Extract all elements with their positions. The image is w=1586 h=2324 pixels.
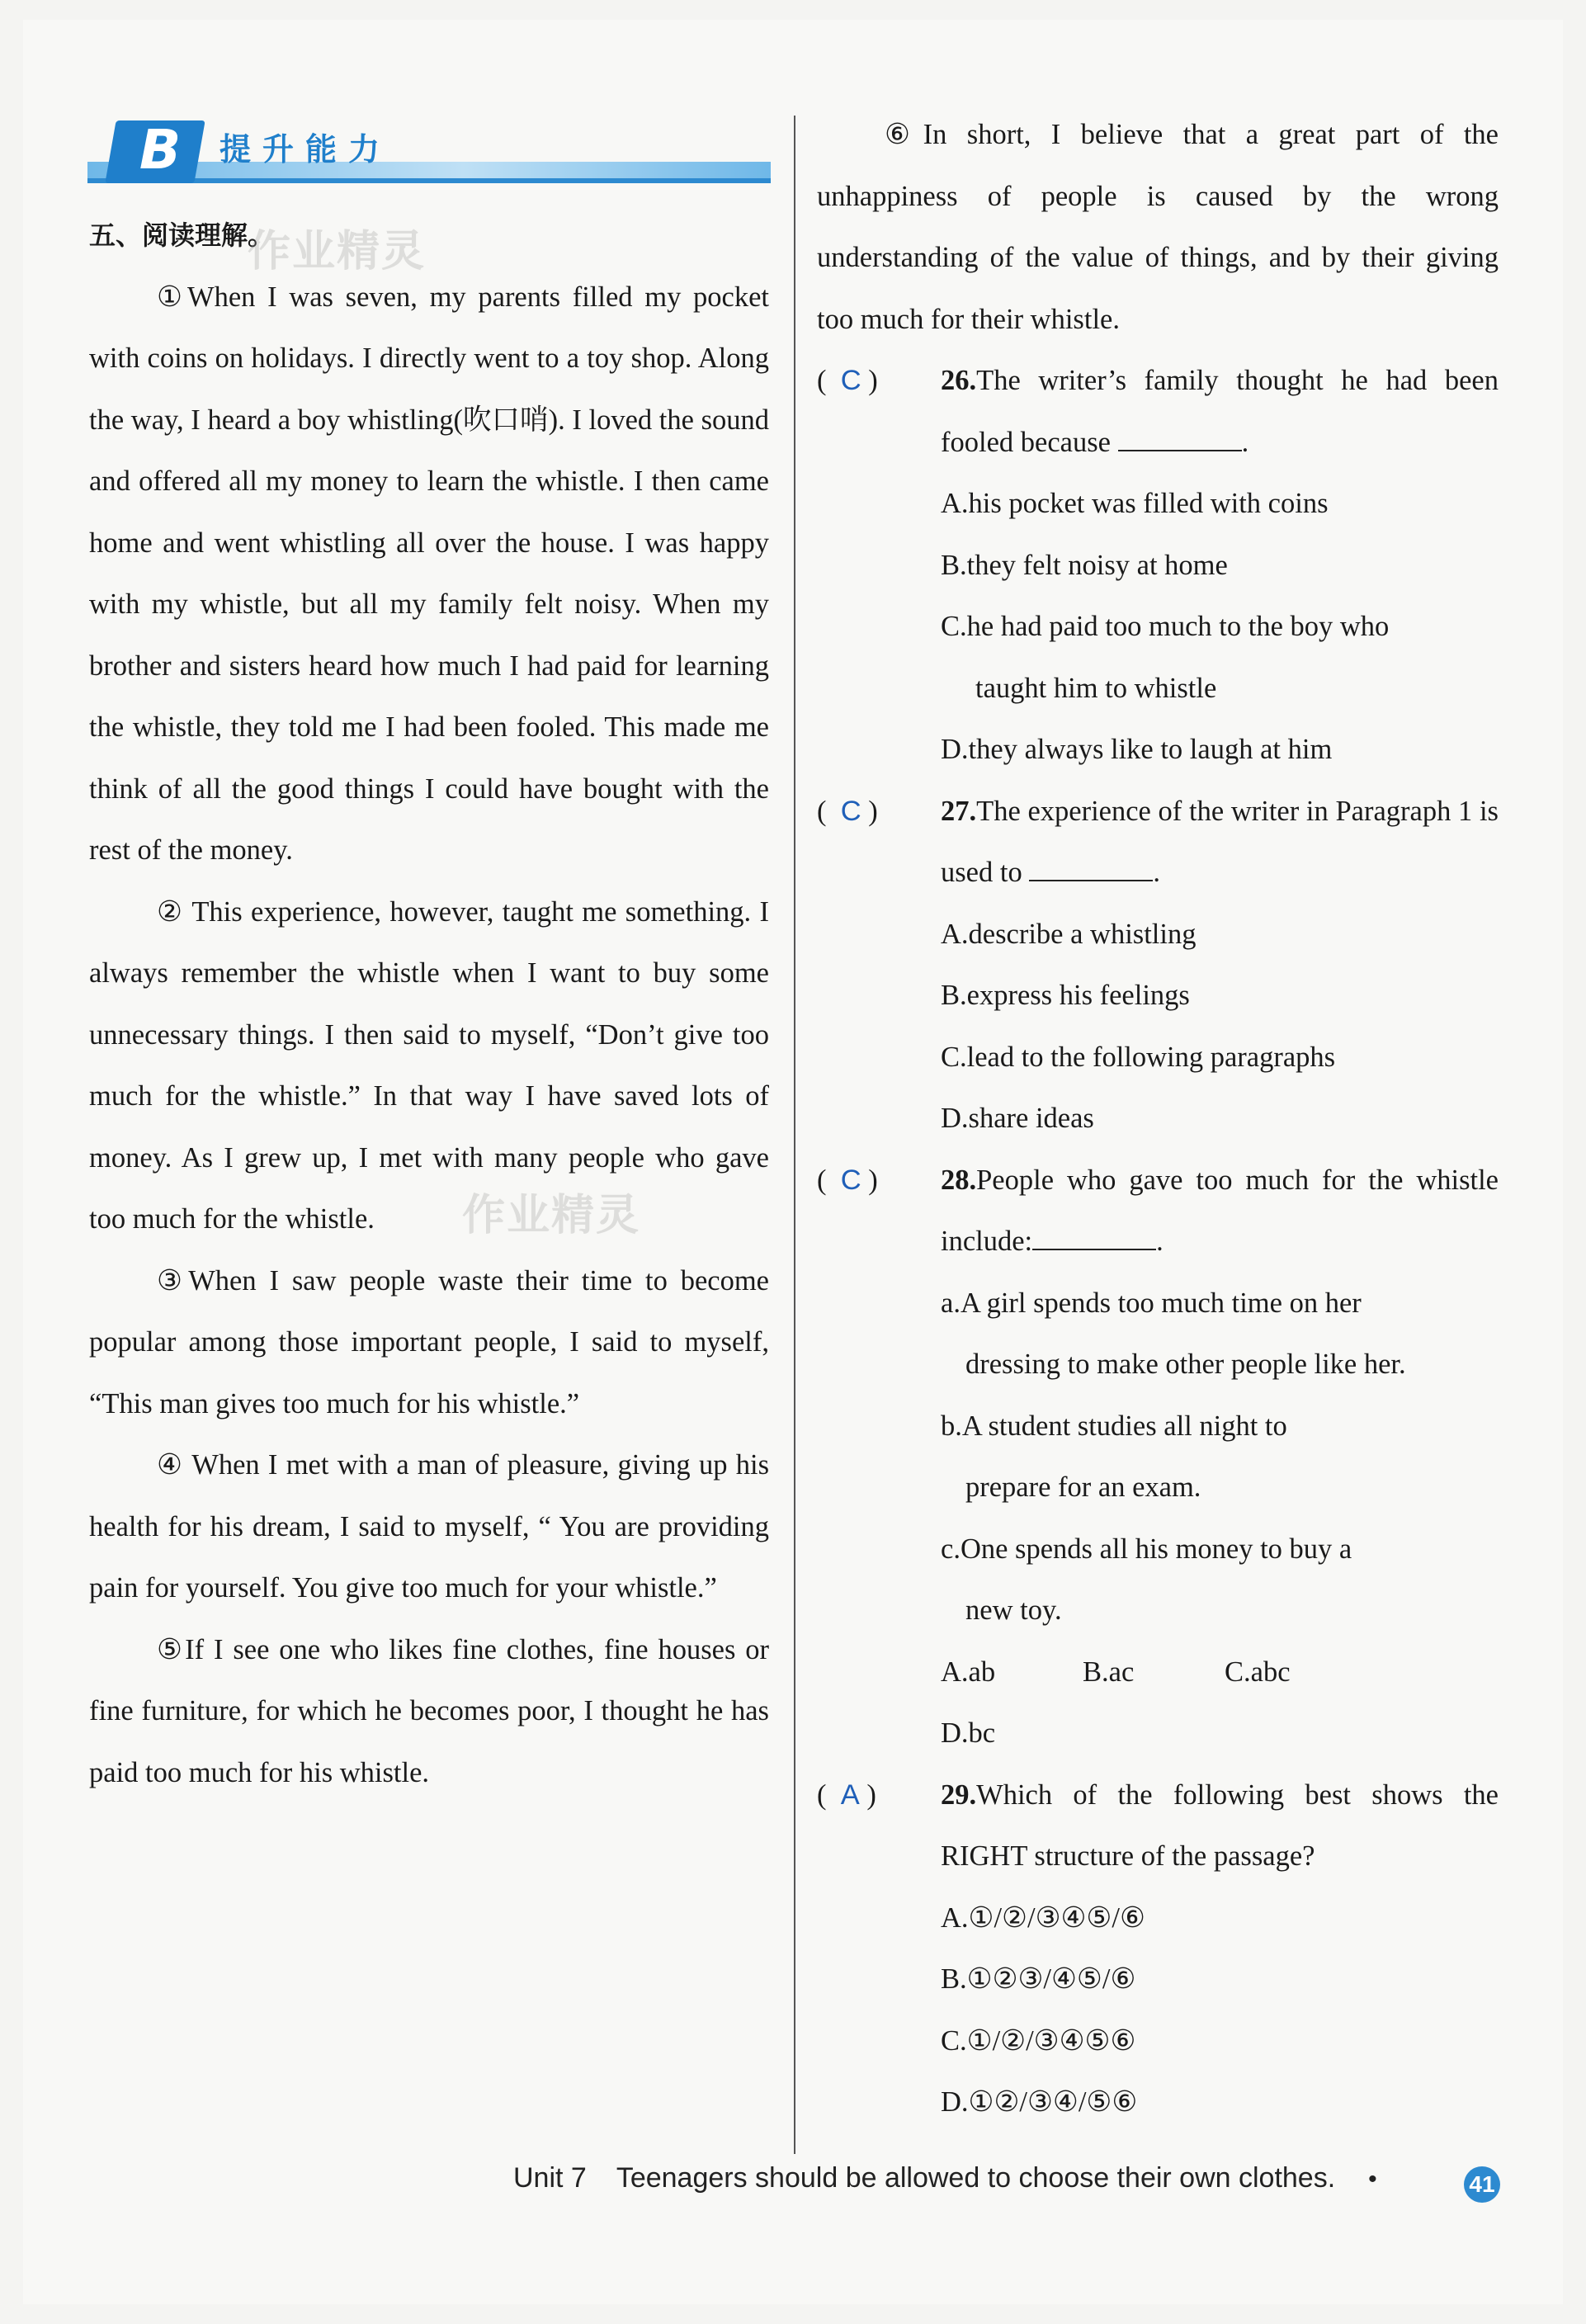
footer-bullet: • [1368,2166,1377,2193]
answer-29: A [840,1778,860,1811]
paragraph-6: ⑥In short, I believe that a great part of the unhappiness of people is caused by the wrong understanding of the value of things, and by their giving too much for their whistle. [817,119,1499,335]
answer-blank [1118,425,1242,451]
section-label: 提升能力 [219,131,392,168]
left-column [89,205,769,1803]
option-c: C.lead to the following paragraphs [941,1041,1336,1073]
choice-c: C.abc [1225,1656,1291,1688]
sub-item-b-continued: prepare for an exam. [965,1471,1201,1503]
question-number: 28. [941,1164,977,1196]
sub-item-c: c.One spends all his money to buy a [941,1533,1352,1565]
section-banner [87,120,771,183]
answer-bracket: ( C ) [817,365,878,396]
question-number: 27. [941,795,977,827]
question-stem: Which of the following best shows the RIGHT structure of the passage? [941,1778,1499,1872]
paragraph-3: ③When I saw people waste their time to become popular among those important people, I said to myself, “This man gives too much for his whistle.” [89,1264,769,1419]
answer-blank [1029,855,1153,881]
column-divider [794,116,795,2154]
right-column [817,104,1499,2133]
exercise-title: 五、阅读理解。 [89,220,275,251]
question-stem: The experience of the writer in Paragraph 1 is used to [941,795,1499,888]
stem-end: . [1156,1226,1164,1257]
sub-item-a-continued: dressing to make other people like her. [965,1349,1406,1380]
question-number: 29. [941,1778,977,1811]
page-footer [513,2162,1377,2194]
answer-bracket: ( C ) [817,1164,878,1196]
page-number: 41 [1464,2166,1500,2203]
option-c: C.he had paid too much to the boy who [941,611,1390,642]
choice-a: A.ab [941,1656,996,1688]
option-a: A.describe a whistling [941,918,1197,950]
footer-unit: Unit 7 [513,2162,587,2194]
watermark: 作业精灵 [248,227,427,276]
question-29 [817,1764,1499,1887]
question-stem: The writer’s family thought he had been fooled because [941,365,1499,458]
answer-blank [1032,1224,1156,1250]
choice-b: B.ac [1083,1656,1135,1688]
choice-d: D.bc [941,1717,996,1749]
question-28 [817,1150,1499,1273]
footer-title: Teenagers should be allowed to choose their own clothes. [616,2162,1336,2194]
question-stem: People who gave too much for the whistle include: [941,1164,1499,1257]
sub-item-a: a.A girl spends too much time on her [941,1287,1362,1319]
option-a: A.his pocket was filled with coins [941,488,1329,519]
option-d: D.they always like to laugh at him [941,734,1333,765]
question-number: 26. [941,365,977,396]
option-a: A.①/②/③④⑤/⑥ [941,1901,1145,1934]
option-d: D.①②/③④/⑤⑥ [941,2086,1138,2118]
answer-26: C [840,365,861,396]
option-b: B.express his feelings [941,980,1190,1011]
paragraph-4: ④ When I met with a man of pleasure, giving up his health for his dream, I said to myself, “ You are providing pain for yourself. You give too much for your whistle.” [89,1449,769,1604]
paragraph-1: ①When I was seven, my parents filled my pocket with coins on holidays. I directly went to a toy shop. Along the way, I heard a boy whistling(吹口哨). I loved the sound and offered all my money to learn the whistle. I then came home and went whistling all over the house. I was happy with my whistle, but all my family felt noisy. When my brother and sisters heard how much I had paid for learning the whistle, they told me I had been fooled. This made me think of all the good things I could have bought with the rest of the money. [89,281,769,866]
stem-end: . [1153,857,1160,888]
option-c-continued: taught him to whistle [975,672,1217,704]
paragraph-2: ② This experience, however, taught me something. I always remember the whistle when I want to buy some unnecessary things. I then said to myself, “Don’t give too much for the whistle.” In that way I have saved lots of money. As I grew up, I met with many people who gave too much for the whistle. [89,895,769,1235]
answer-bracket: ( C ) [817,795,878,827]
option-b: B.they felt noisy at home [941,549,1228,581]
watermark: 作业精灵 [462,1191,641,1240]
answer-bracket: ( A ) [817,1778,876,1811]
option-b: B.①②③/④⑤/⑥ [941,1963,1136,1995]
choice-row [817,1641,1499,1764]
sub-item-c-continued: new toy. [965,1594,1062,1626]
paragraph-5: ⑤If I see one who likes fine clothes, fine houses or fine furniture, for which he becomes poor, I thought he has paid too much for his whistle. [89,1633,769,1788]
badge-letter: B [139,118,182,182]
question-27 [817,781,1499,904]
sub-item-b: b.A student studies all night to [941,1410,1287,1442]
question-26 [817,350,1499,473]
stem-end: . [1241,426,1249,458]
answer-28: C [840,1164,861,1196]
option-d: D.share ideas [941,1103,1094,1134]
option-c: C.①/②/③④⑤⑥ [941,2024,1136,2057]
answer-27: C [840,795,861,827]
